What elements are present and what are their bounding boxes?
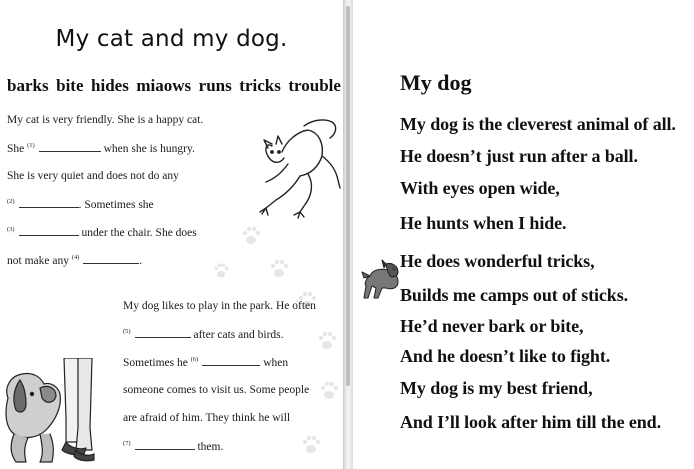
word-bank-item: runs — [198, 76, 232, 95]
text-fragment: Sometimes he — [123, 356, 188, 369]
poem-line: He’d never bark or bite, — [400, 316, 584, 336]
cat-text-line — [7, 142, 195, 155]
answer-blank[interactable] — [83, 262, 139, 264]
answer-blank[interactable] — [135, 448, 195, 450]
poem-line: My dog is my best friend, — [400, 378, 593, 398]
poem-line: And he doesn’t like to fight. — [400, 346, 611, 366]
dog-illustration — [0, 358, 96, 469]
poem-page — [353, 0, 694, 469]
cat-text-line — [7, 198, 154, 211]
text-fragment: . — [139, 254, 143, 267]
word-bank-item: miaows — [136, 76, 192, 95]
cat-text-line — [7, 254, 142, 267]
poem-line: Builds me camps out of sticks. — [400, 285, 629, 305]
paw-print-icon — [300, 434, 322, 456]
answer-blank[interactable] — [202, 364, 260, 366]
worksheet-page — [0, 0, 343, 469]
paw-print-icon — [212, 262, 230, 280]
poem-title: My dog — [400, 70, 472, 95]
poem-line: And I’ll look after him till the end. — [400, 412, 661, 432]
poem-line: My dog is the cleverest animal of all. — [400, 114, 676, 134]
blank-number: (6) — [190, 356, 199, 363]
text-fragment: . Sometimes she — [78, 198, 154, 211]
word-bank-item: barks — [7, 76, 49, 95]
dog-text-line — [123, 440, 223, 453]
text-fragment: not make any — [7, 254, 69, 267]
cat-text-line — [7, 226, 197, 239]
word-bank-item: bite — [56, 76, 84, 95]
text-fragment: when she is hungry. — [103, 142, 195, 155]
paw-print-icon — [240, 225, 262, 247]
cat-text-line: She is very quiet and does not do any — [7, 170, 179, 182]
word-bank-item: hides — [91, 76, 129, 95]
paw-print-icon — [296, 290, 318, 312]
dog-text-line: My dog likes to play in the park. He often — [123, 300, 316, 312]
blank-number: (4) — [71, 254, 80, 261]
poem-line: He doesn’t just run after a ball. — [400, 146, 638, 166]
dog-text-line: someone comes to visit us. Some people — [123, 384, 310, 396]
answer-blank[interactable] — [135, 336, 191, 338]
dog-text-line — [123, 356, 288, 369]
text-fragment: when — [263, 356, 289, 369]
dog-text-line: are afraid of him. They think he will — [123, 412, 291, 424]
blank-number: (5) — [123, 328, 131, 335]
answer-blank[interactable] — [19, 234, 79, 236]
text-fragment: after cats and birds. — [193, 328, 284, 341]
paw-print-icon — [268, 258, 290, 280]
scrollbar[interactable] — [346, 6, 350, 386]
small-dog-illustration — [358, 258, 402, 302]
poem-line: With eyes open wide, — [400, 178, 560, 198]
cat-illustration — [252, 112, 343, 220]
answer-blank[interactable] — [19, 206, 79, 208]
worksheet-title: My cat and my dog. — [55, 26, 288, 52]
blank-number: (1) — [27, 142, 35, 149]
text-fragment: She — [7, 142, 25, 155]
blank-number: (3) — [7, 226, 15, 233]
answer-blank[interactable] — [39, 150, 101, 152]
blank-number: (7) — [123, 440, 131, 447]
text-fragment: them. — [197, 440, 224, 453]
word-bank-item: tricks — [239, 76, 281, 95]
dog-text-line — [123, 328, 284, 341]
paw-print-icon — [316, 330, 338, 352]
word-bank — [7, 76, 341, 96]
poem-line: He does wonderful tricks, — [400, 251, 595, 271]
paw-print-icon — [318, 380, 340, 402]
blank-number: (2) — [7, 198, 15, 205]
word-bank-item: trouble — [288, 76, 341, 95]
poem-line: He hunts when I hide. — [400, 213, 567, 233]
text-fragment: under the chair. She does — [81, 226, 197, 239]
cat-text-line: My cat is very friendly. She is a happy cat. — [7, 114, 204, 126]
